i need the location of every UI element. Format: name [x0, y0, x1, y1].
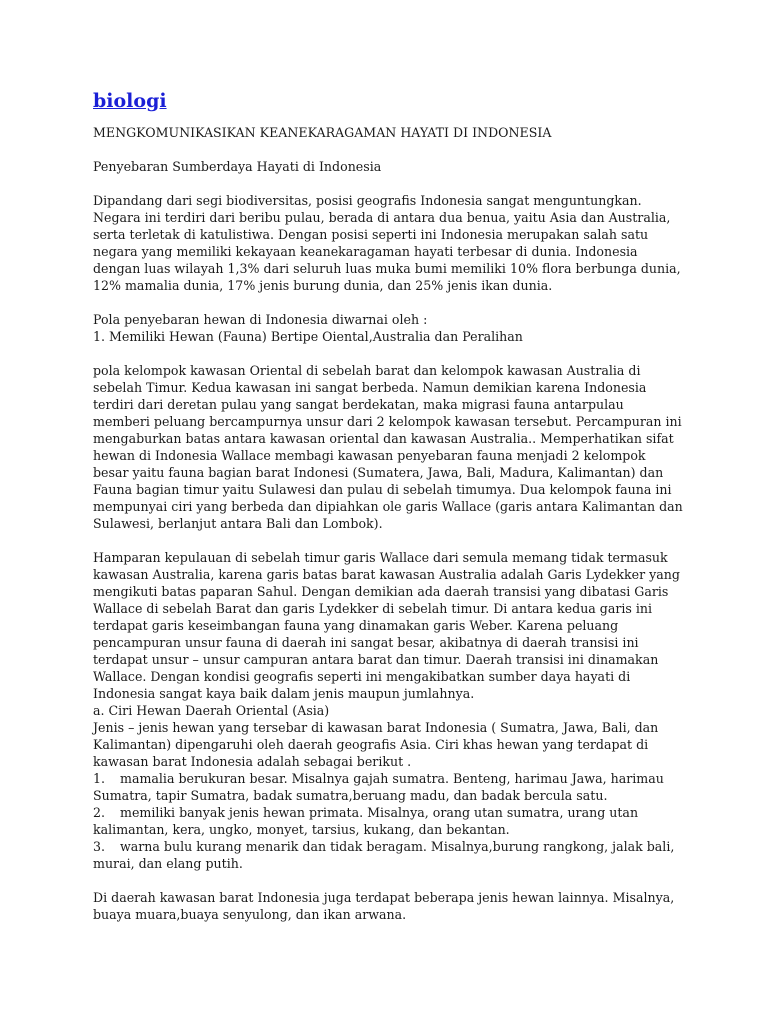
paragraph-oriental: Jenis – jenis hewan yang tersebar di kawasan barat Indonesia ( Sumatra, Jawa, Bali, dan Kalimantan) dipengaruhi oleh daerah geografis Asia. Ciri khas hewan yang terdapat di kawasan barat Indonesia adalah sebagai berikut . — [93, 720, 659, 769]
section-a-heading: a. Ciri Hewan Daerah Oriental (Asia) — [93, 703, 330, 718]
document-heading: MENGKOMUNIKASIKAN KEANEKARAGAMAN HAYATI DI INDONESIA — [93, 125, 552, 140]
subheading: Penyebaran Sumberdaya Hayati di Indonesia — [93, 159, 382, 174]
paragraph-biodiversity: Dipandang dari segi biodiversitas, posisi geografis Indonesia sangat menguntungkan. Negara ini terdiri dari beribu pulau, berada di antara dua benua, yaitu Asia dan Australia, serta terletak di katulistiwa. Dengan posisi seperti ini Indonesia merupakan salah satu negara yang memiliki kekayaan keanekaragaman hayati terbesar di dunia. Indonesia dengan luas wilayah 1,3% dari seluruh luas muka bumi memiliki 10% flora berbunga dunia, 12% mamalia dunia, 17% jenis burung dunia, dan 25% jenis ikan dunia. — [93, 193, 681, 293]
document-body — [93, 88, 683, 923]
paragraph-lydekker: Hamparan kepulauan di sebelah timur garis Wallace dari semula memang tidak termasuk kawasan Australia, karena garis batas barat kawasan Australia adalah Garis Lydekker yang mengikuti batas paparan Sahul. Dengan demikian ada daerah transisi yang dibatasi Garis Wallace di sebelah Barat dan garis Lydekker di sebelah timur. Di antara kedua garis ini terdapat garis keseimbangan fauna yang dinamakan garis Weber. Karena peluang pencampuran unsur fauna di daerah ini sangat besar, akibatnya di daerah transisi ini terdapat unsur – unsur campuran antara barat dan timur. Daerah transisi ini dinamakan Wallace. Dengan kondisi geografis seperti ini mengakibatkan sumber daya hayati di Indonesia sangat kaya baik dalam jenis maupun jumlahnya. — [93, 550, 680, 701]
list-item: 3. warna bulu kurang menarik dan tidak beragam. Misalnya,burung rangkong, jalak bali, murai, dan elang putih. — [93, 839, 675, 871]
paragraph-other-animals: Di daerah kawasan barat Indonesia juga terdapat beberapa jenis hewan lainnya. Misalnya, buaya muara,buaya senyulong, dan ikan arwana. — [93, 890, 675, 922]
biologi-link[interactable]: biologi — [93, 90, 167, 112]
paragraph-pattern-intro: Pola penyebaran hewan di Indonesia diwarnai oleh : — [93, 312, 428, 327]
list-item: 2. memiliki banyak jenis hewan primata. Misalnya, orang utan sumatra, urang utan kalimantan, kera, ungko, monyet, tarsius, kukang, dan bekantan. — [93, 805, 639, 837]
list-item: 1. mamalia berukuran besar. Misalnya gajah sumatra. Benteng, harimau Jawa, harimau Sumatra, tapir Sumatra, badak sumatra,beruang madu, dan badak bercula satu. — [93, 771, 664, 803]
paragraph-wallace: pola kelompok kawasan Oriental di sebelah barat dan kelompok kawasan Australia di sebelah Timur. Kedua kawasan ini sangat berbeda. Namun demikian karena Indonesia terdiri dari deretan pulau yang sangat berdekatan, maka migrasi fauna antarpulau memberi peluang bercampurnya unsur dari 2 kelompok kawasan tersebut. Percampuran ini mengaburkan batas antara kawasan oriental dan kawasan Australia.. Memperhatikan sifat hewan di Indonesia Wallace membagi kawasan penyebaran fauna menjadi 2 kelompok besar yaitu fauna bagian barat Indonesi (Sumatera, Jawa, Bali, Madura, Kalimantan) dan Fauna bagian timur yaitu Sulawesi dan pulau di sebelah timumya. Dua kelompok fauna ini mempunyai ciri yang berbeda dan dipiahkan ole garis Wallace (garis antara Kalimantan dan Sulawesi, berlanjut antara Bali dan Lombok). — [93, 363, 683, 531]
paragraph-pattern-item: 1. Memiliki Hewan (Fauna) Bertipe Oiental,Australia dan Peralihan — [93, 329, 523, 344]
